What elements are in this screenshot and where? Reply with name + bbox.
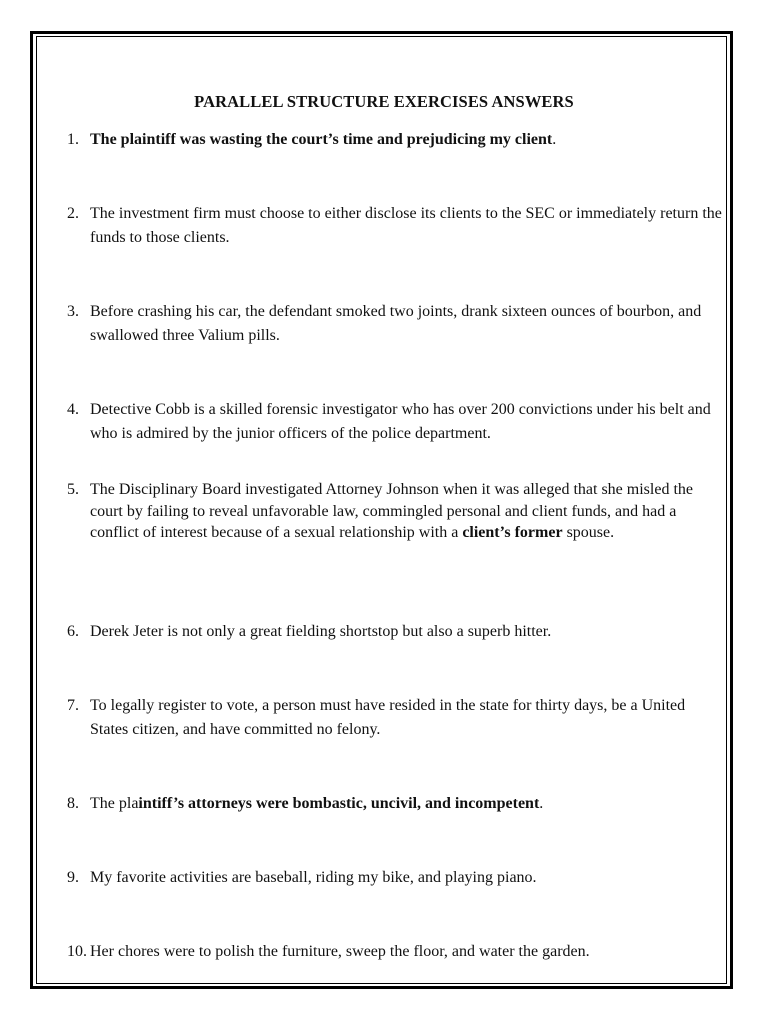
answer-item-8 — [67, 792, 727, 816]
item-text: My favorite activities are baseball, riding my bike, and playing piano. — [90, 869, 537, 886]
item-bold-text: The plaintiff was wasting the court’s time and prejudicing my client — [90, 131, 553, 148]
item-number: 6. — [67, 623, 79, 640]
item-text: The pla — [90, 795, 139, 812]
answer-item-5 — [67, 479, 727, 544]
item-number: 5. — [67, 481, 79, 498]
item-text: Before crashing his car, the defendant smoked two joints, drank sixteen ounces of bourbon, and swallowed three Valium pills. — [90, 303, 702, 344]
item-number: 2. — [67, 205, 79, 222]
item-text-end: spouse. — [562, 524, 615, 541]
page-title: PARALLEL STRUCTURE EXERCISES ANSWERS — [194, 92, 574, 111]
item-text: The investment firm must choose to either disclose its clients to the SEC or immediately return the funds to those clients. — [90, 205, 722, 246]
item-text: The Disciplinary Board investigated Attorney Johnson when it was alleged that she misled the court by failing to reveal unfavorable law, commingled personal and client funds, and had a conflict of interest because of a sexual relationship with a — [90, 481, 693, 541]
answer-item-6 — [67, 620, 727, 644]
answer-item-4 — [67, 398, 727, 446]
item-number: 9. — [67, 869, 79, 886]
item-text: To legally register to vote, a person must have resided in the state for thirty days, be a United States citizen, and have committed no felony. — [90, 697, 686, 738]
answer-item-1 — [67, 128, 727, 152]
item-text: Derek Jeter is not only a great fielding shortstop but also a superb hitter. — [90, 623, 552, 640]
answer-item-3 — [67, 300, 727, 348]
item-text: Detective Cobb is a skilled forensic investigator who has over 200 convictions under his belt and who is admired by the junior officers of the police department. — [90, 401, 711, 442]
item-text: Her chores were to polish the furniture, sweep the floor, and water the garden. — [90, 943, 590, 960]
item-bold-text: client’s former — [462, 524, 563, 541]
answer-item-10 — [67, 940, 727, 964]
item-bold-text: intiff’s attorneys were bombastic, uncivil, and incompetent — [138, 795, 540, 812]
item-number: 8. — [67, 795, 79, 812]
item-number: 7. — [67, 697, 79, 714]
item-text-end: . — [552, 131, 557, 148]
item-number: 1. — [67, 131, 79, 148]
item-text-end: . — [539, 795, 544, 812]
item-number: 3. — [67, 303, 79, 320]
answer-item-9 — [67, 866, 727, 890]
answer-item-2 — [67, 202, 727, 250]
item-number: 4. — [67, 401, 79, 418]
item-number: 10. — [67, 943, 87, 960]
answer-item-7 — [67, 694, 727, 742]
